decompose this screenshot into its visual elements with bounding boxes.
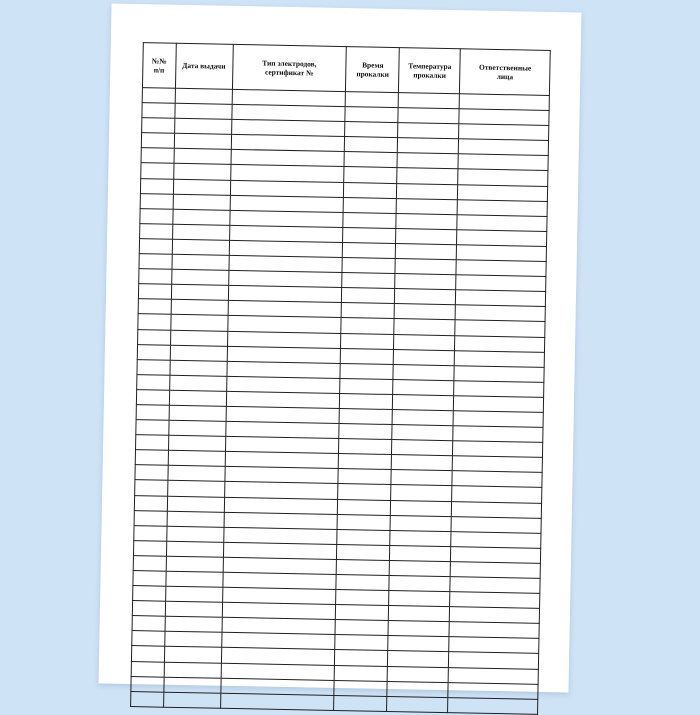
table-cell[interactable] <box>131 676 164 692</box>
table-cell[interactable] <box>172 239 229 255</box>
table-cell[interactable] <box>393 364 454 380</box>
table-cell[interactable] <box>395 289 456 305</box>
table-cell[interactable] <box>452 471 542 488</box>
table-cell[interactable] <box>342 273 395 289</box>
table-cell[interactable] <box>336 605 389 621</box>
table-cell[interactable] <box>456 260 546 277</box>
table-cell[interactable] <box>335 665 388 681</box>
table-cell[interactable] <box>345 122 398 138</box>
table-cell[interactable] <box>334 680 387 696</box>
column-header-baking-time <box>346 47 400 93</box>
table-cell[interactable] <box>171 284 228 300</box>
table-body <box>131 88 550 715</box>
table-cell[interactable] <box>141 148 174 164</box>
table-cell[interactable] <box>391 485 452 501</box>
table-header-row <box>142 43 550 96</box>
column-header-baking-time-line-2: прокалки <box>356 69 390 79</box>
table-cell[interactable] <box>170 315 227 331</box>
table-cell[interactable] <box>167 466 224 482</box>
table-cell[interactable] <box>166 556 223 572</box>
table-cell[interactable] <box>459 124 549 141</box>
table-cell[interactable] <box>167 481 224 497</box>
table-cell[interactable] <box>459 109 549 126</box>
table-cell[interactable] <box>339 439 392 455</box>
table-cell[interactable] <box>452 486 542 503</box>
document-page <box>99 4 582 693</box>
table-cell[interactable] <box>345 107 398 123</box>
table-cell[interactable] <box>163 677 220 693</box>
column-header-electrode-type-line-1: Тип электродов, <box>262 58 317 69</box>
table-cell[interactable] <box>172 254 229 270</box>
column-header-responsible-persons-line-1: Ответственные <box>478 62 532 73</box>
table-cell[interactable] <box>453 456 543 473</box>
column-header-baking-temperature <box>399 48 461 94</box>
table-cell[interactable] <box>141 163 174 179</box>
table-cell[interactable] <box>449 622 539 639</box>
table-cell[interactable] <box>342 258 395 274</box>
column-header-responsible-persons-line-2: лица <box>496 71 514 82</box>
table-cell[interactable] <box>342 288 395 304</box>
table-cell[interactable] <box>341 318 394 334</box>
table-cell[interactable] <box>139 269 172 285</box>
table-cell[interactable] <box>133 586 166 602</box>
table-cell[interactable] <box>142 103 175 119</box>
table-cell[interactable] <box>392 425 453 441</box>
table-cell[interactable] <box>391 470 452 486</box>
table-cell[interactable] <box>133 571 166 587</box>
table-cell[interactable] <box>169 405 226 421</box>
table-cell[interactable] <box>394 349 455 365</box>
table-cell[interactable] <box>172 209 229 225</box>
table-cell[interactable] <box>166 526 223 542</box>
table-cell[interactable] <box>397 153 458 169</box>
log-table <box>130 42 551 715</box>
table-cell[interactable] <box>453 411 543 428</box>
table-cell[interactable] <box>139 254 172 270</box>
table-cell[interactable] <box>138 284 171 300</box>
table-cell[interactable] <box>167 511 224 527</box>
table-cell[interactable] <box>132 616 165 632</box>
table-cell[interactable] <box>141 133 174 149</box>
table-cell[interactable] <box>394 319 455 335</box>
table-cell[interactable] <box>134 525 167 541</box>
table-cell[interactable] <box>168 435 225 451</box>
table-cell[interactable] <box>339 424 392 440</box>
table-cell[interactable] <box>169 390 226 406</box>
table-cell[interactable] <box>173 194 230 210</box>
column-header-number-line-2: п/п <box>153 65 165 75</box>
table-cell[interactable] <box>396 228 457 244</box>
table-cell[interactable] <box>389 575 450 591</box>
table-cell[interactable] <box>394 304 455 320</box>
table-cell[interactable] <box>132 631 165 647</box>
table-cell[interactable] <box>460 94 550 111</box>
table-cell[interactable] <box>135 465 168 481</box>
table-cell[interactable] <box>344 167 397 183</box>
table-cell[interactable] <box>450 577 540 594</box>
table-cell[interactable] <box>175 88 232 104</box>
column-header-baking-temperature-line-2: прокалки <box>413 70 447 80</box>
table-cell[interactable] <box>165 601 222 617</box>
table-cell[interactable] <box>171 300 228 316</box>
table-cell[interactable] <box>457 214 547 231</box>
table-cell[interactable] <box>455 350 545 367</box>
table-cell[interactable] <box>343 212 396 228</box>
table-cell[interactable] <box>133 540 166 556</box>
table-cell[interactable] <box>343 227 396 243</box>
table-cell[interactable] <box>388 621 449 637</box>
table-cell[interactable] <box>392 409 453 425</box>
table-cell[interactable] <box>455 320 545 337</box>
table-cell[interactable] <box>139 239 172 255</box>
table-cell[interactable] <box>136 405 169 421</box>
table-cell[interactable] <box>170 345 227 361</box>
table-cell[interactable] <box>452 501 542 518</box>
table-cell[interactable] <box>168 450 225 466</box>
table-cell[interactable] <box>398 123 459 139</box>
table-cell[interactable] <box>456 275 546 292</box>
table-cell[interactable] <box>338 469 391 485</box>
table-cell[interactable] <box>137 374 170 390</box>
table-cell[interactable] <box>335 620 388 636</box>
table-cell[interactable] <box>397 183 458 199</box>
table-cell[interactable] <box>394 334 455 350</box>
table-cell[interactable] <box>387 681 448 697</box>
table-cell[interactable] <box>174 118 231 134</box>
column-header-issue-date <box>175 43 233 89</box>
table-cell[interactable] <box>455 335 545 352</box>
table-cell[interactable] <box>133 555 166 571</box>
table-cell[interactable] <box>136 420 169 436</box>
table-cell[interactable] <box>169 375 226 391</box>
table-cell[interactable] <box>169 360 226 376</box>
table-cell[interactable] <box>340 378 393 394</box>
table-cell[interactable] <box>340 393 393 409</box>
table-cell[interactable] <box>393 379 454 395</box>
table-cell[interactable] <box>140 193 173 209</box>
table-cell[interactable] <box>335 635 388 651</box>
table-cell[interactable] <box>131 691 164 707</box>
table-cell[interactable] <box>389 591 450 607</box>
table-cell[interactable] <box>342 303 395 319</box>
table-cell[interactable] <box>396 213 457 229</box>
table-cell[interactable] <box>397 168 458 184</box>
table-cell[interactable] <box>137 344 170 360</box>
table-cell[interactable] <box>142 88 175 104</box>
table-cell[interactable] <box>337 529 390 545</box>
table-cell[interactable] <box>140 208 173 224</box>
table-cell[interactable] <box>390 530 451 546</box>
table-cell[interactable] <box>393 394 454 410</box>
table-cell[interactable] <box>344 197 397 213</box>
table-cell[interactable] <box>136 389 169 405</box>
table-cell[interactable] <box>163 692 220 708</box>
table-cell[interactable] <box>453 426 543 443</box>
table-cell[interactable] <box>335 650 388 666</box>
table-cell[interactable] <box>138 329 171 345</box>
table-cell[interactable] <box>392 440 453 456</box>
table-cell[interactable] <box>340 408 393 424</box>
column-header-responsible-persons <box>460 49 550 96</box>
table-cell[interactable] <box>173 179 230 195</box>
table-cell[interactable] <box>140 178 173 194</box>
table-cell[interactable] <box>165 616 222 632</box>
column-header-baking-time-line-1: Время <box>362 60 384 70</box>
table-cell[interactable] <box>165 586 222 602</box>
table-cell[interactable] <box>449 667 539 684</box>
column-header-number <box>142 43 175 89</box>
table-cell[interactable] <box>450 607 540 624</box>
table-cell[interactable] <box>346 92 399 108</box>
table-cell[interactable] <box>398 138 459 154</box>
table-cell[interactable] <box>165 571 222 587</box>
table-cell[interactable] <box>344 182 397 198</box>
table-cell[interactable] <box>174 149 231 165</box>
table-cell[interactable] <box>449 652 539 669</box>
table-cell[interactable] <box>135 480 168 496</box>
table-cell[interactable] <box>451 546 541 563</box>
table-cell[interactable] <box>453 441 543 458</box>
table-cell[interactable] <box>334 695 387 711</box>
table-cell[interactable] <box>172 224 229 240</box>
table-cell[interactable] <box>458 169 548 186</box>
table-cell[interactable] <box>166 541 223 557</box>
table-cell[interactable] <box>138 314 171 330</box>
table-cell[interactable] <box>174 134 231 150</box>
table-cell[interactable] <box>395 259 456 275</box>
table-cell[interactable] <box>336 590 389 606</box>
table-cell[interactable] <box>457 245 547 262</box>
table-cell[interactable] <box>338 499 391 515</box>
table-cell[interactable] <box>131 661 164 677</box>
table-cell[interactable] <box>457 230 547 247</box>
table-cell[interactable] <box>390 560 451 576</box>
table-cell[interactable] <box>387 696 448 712</box>
table-cell[interactable] <box>398 93 459 109</box>
table-cell[interactable] <box>337 514 390 530</box>
table-cell[interactable] <box>164 662 221 678</box>
table-cell[interactable] <box>388 651 449 667</box>
table-cell[interactable] <box>171 269 228 285</box>
table-cell[interactable] <box>142 118 175 134</box>
table-cell[interactable] <box>341 348 394 364</box>
table-cell[interactable] <box>389 606 450 622</box>
table-cell[interactable] <box>391 500 452 516</box>
table-cell[interactable] <box>168 420 225 436</box>
table-cell[interactable] <box>337 544 390 560</box>
table-cell[interactable] <box>337 559 390 575</box>
table-cell[interactable] <box>131 646 164 662</box>
table-cell[interactable] <box>136 435 169 451</box>
column-header-electrode-type-line-2: сертификат № <box>264 67 314 78</box>
table-cell[interactable] <box>343 242 396 258</box>
table-cell[interactable] <box>336 574 389 590</box>
column-header-number-line-1: №№ <box>151 56 167 66</box>
table-cell[interactable] <box>135 450 168 466</box>
table-cell[interactable] <box>454 396 544 413</box>
table-cell[interactable] <box>137 359 170 375</box>
table-cell[interactable] <box>132 601 165 617</box>
table-cell[interactable] <box>164 647 221 663</box>
table-cell[interactable] <box>454 380 544 397</box>
table-cell[interactable] <box>448 682 538 699</box>
table-cell[interactable] <box>339 454 392 470</box>
table-header <box>142 43 550 96</box>
table-cell[interactable] <box>390 545 451 561</box>
table-cell[interactable] <box>345 137 398 153</box>
table-cell[interactable] <box>134 510 167 526</box>
table-cell[interactable] <box>449 637 539 654</box>
table-cell[interactable] <box>220 693 334 710</box>
table-cell[interactable] <box>395 274 456 290</box>
table-cell[interactable] <box>396 198 457 214</box>
table-cell[interactable] <box>398 108 459 124</box>
table-cell[interactable] <box>164 632 221 648</box>
table-cell[interactable] <box>138 299 171 315</box>
table-container <box>130 42 551 715</box>
table-cell[interactable] <box>173 164 230 180</box>
table-cell[interactable] <box>340 363 393 379</box>
table-cell[interactable] <box>459 139 549 156</box>
column-header-issue-date-line-1: Дата выдачи <box>182 61 226 72</box>
table-cell[interactable] <box>140 223 173 239</box>
table-cell[interactable] <box>341 333 394 349</box>
table-cell[interactable] <box>456 290 546 307</box>
table-cell[interactable] <box>458 199 548 216</box>
table-cell[interactable] <box>451 516 541 533</box>
table-cell[interactable] <box>170 330 227 346</box>
column-header-electrode-type <box>232 44 347 91</box>
table-cell[interactable] <box>134 495 167 511</box>
table-cell[interactable] <box>455 305 545 322</box>
table-cell[interactable] <box>387 666 448 682</box>
table-cell[interactable] <box>344 152 397 168</box>
table-cell[interactable] <box>451 531 541 548</box>
table-cell[interactable] <box>167 496 224 512</box>
table-cell[interactable] <box>458 154 548 171</box>
table-cell[interactable] <box>174 103 231 119</box>
table-cell[interactable] <box>338 484 391 500</box>
table-cell[interactable] <box>458 184 548 201</box>
table-cell[interactable] <box>392 455 453 471</box>
table-cell[interactable] <box>396 243 457 259</box>
column-header-baking-temperature-line-1: Температура <box>408 61 452 72</box>
table-cell[interactable] <box>451 562 541 579</box>
table-cell[interactable] <box>450 592 540 609</box>
table-cell[interactable] <box>454 365 544 382</box>
table-cell[interactable] <box>390 515 451 531</box>
table-cell[interactable] <box>388 636 449 652</box>
